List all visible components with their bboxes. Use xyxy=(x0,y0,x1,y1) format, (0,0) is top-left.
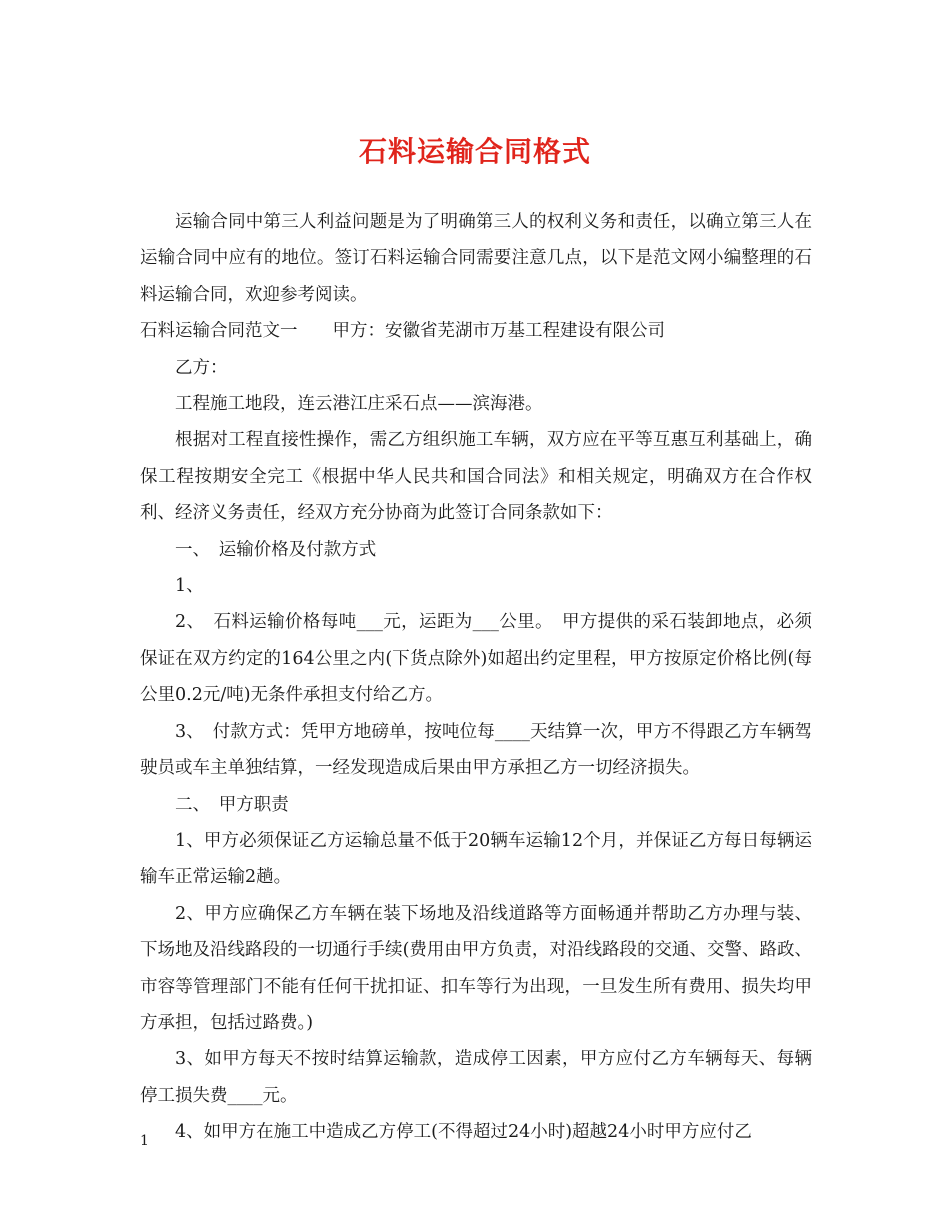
paragraph-site: 工程施工地段，连云港江庄采石点——滨海港。 xyxy=(175,394,543,415)
document-title: 石料运输合同格式 xyxy=(358,135,591,168)
clause-2-1: 1、甲方必须保证乙方运输总量不低于20辆车运输12个月，并保证乙方每日每辆运输车正常运输2趟。 xyxy=(140,830,812,888)
paragraph-intro: 运输合同中第三人利益问题是为了明确第三人的权利义务和责任，以确立第三人在运输合同中应有的地位。签订石料运输合同需要注意几点，以下是范文网小编整理的石料运输合同，欢迎参考阅读。 xyxy=(140,212,812,305)
document-body xyxy=(140,204,812,1151)
paragraph-party-b: 乙方： xyxy=(175,357,228,378)
section-heading-price: 一、 运输价格及付款方式 xyxy=(175,539,377,560)
paragraph-party-a: 石料运输合同范文一 甲方：安徽省芜湖市万基工程建设有限公司 xyxy=(140,321,665,342)
paragraph-preamble: 根据对工程直接性操作，需乙方组织施工车辆，双方应在平等互惠互利基础上，确保工程按期安全完工《根据中华人民共和国合同法》和相关规定，明确双方在合作权利、经济义务责任，经双方充分协商为此签订合同条款如下： xyxy=(140,430,812,524)
section-heading-party-a-duties: 二、 甲方职责 xyxy=(175,794,289,815)
clause-2-2: 2、甲方应确保乙方车辆在装下场地及沿线道路等方面畅通并帮助乙方办理与装、下场地及沿线路段的一切通行手续(费用由甲方负责，对沿线路段的交通、交警、路政、市容等管理部门不能有任何干扰扣证、扣车等行为出现，一旦发生所有费用、损失均甲方承担，包括过路费。) xyxy=(140,903,812,1033)
clause-1-3: 3、 付款方式：凭甲方地磅单，按吨位每____天结算一次，甲方不得跟乙方车辆驾驶员或车主单独结算，一经发现造成后果由甲方承担乙方一切经济损失。 xyxy=(140,721,812,779)
page-number: 1 xyxy=(140,1133,149,1149)
clause-1-2: 2、 石料运输价格每吨___元，运距为___公里。 甲方提供的采石装卸地点，必须保证在双方约定的164公里之内(下货点除外)如超出约定里程，甲方按原定价格比例(每公里0.2元/吨)无条件承担支付给乙方。 xyxy=(140,612,812,706)
clause-2-3: 3、如甲方每天不按时结算运输款，造成停工因素，甲方应付乙方车辆每天、每辆停工损失费____元。 xyxy=(140,1049,812,1106)
clause-2-4: 4、如甲方在施工中造成乙方停工(不得超过24小时)超越24小时甲方应付乙 xyxy=(175,1122,752,1143)
clause-1-1: 1、 xyxy=(175,576,204,597)
